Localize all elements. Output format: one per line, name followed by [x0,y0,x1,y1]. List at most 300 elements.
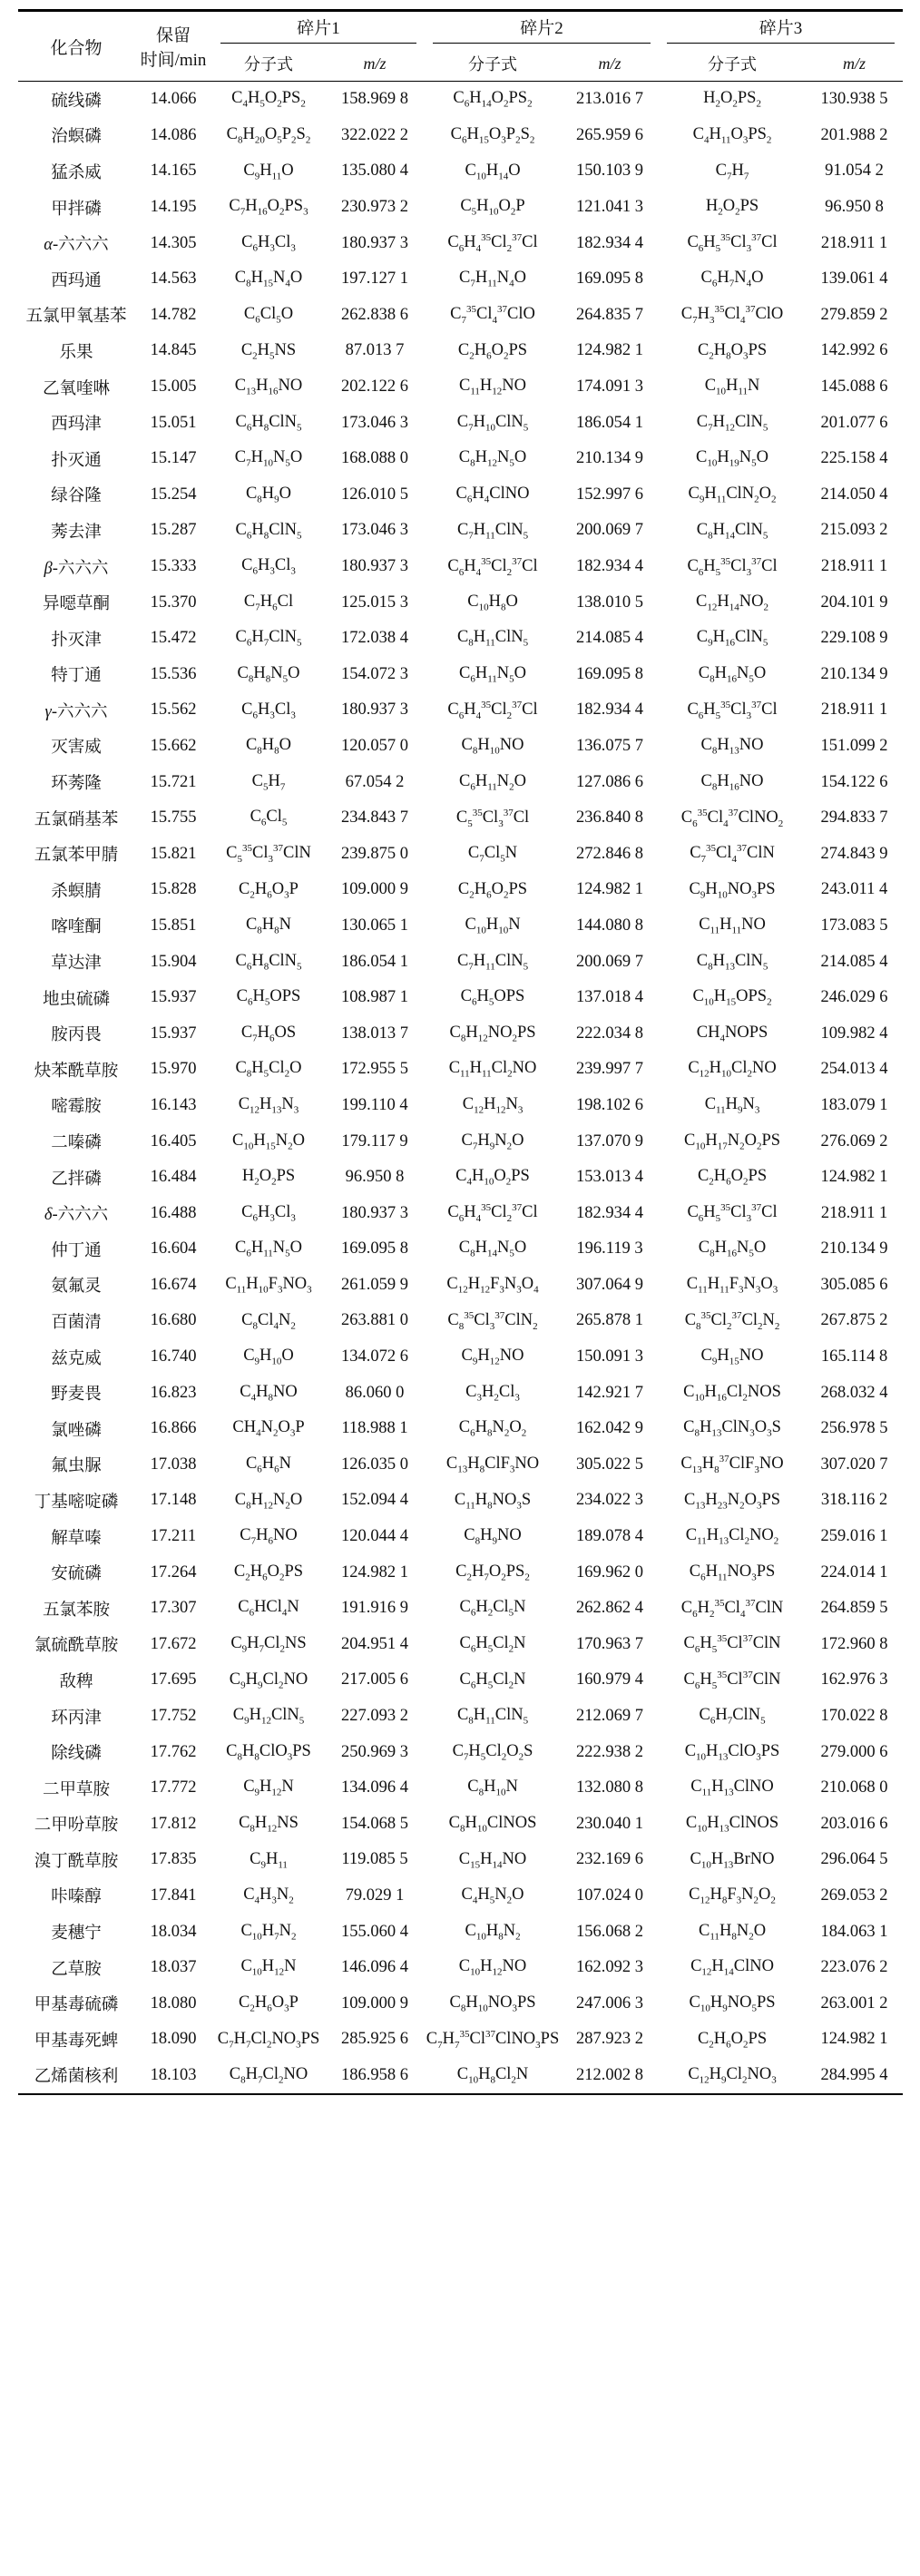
fragment1-formula: $CH_4N_2O_3P$ [232,1418,305,1440]
fragment3-mz: 154.122 6 [820,772,888,791]
fragment1-mz: 154.072 3 [341,664,408,683]
table-row [18,1268,903,1304]
retention-time: 16.604 [150,1239,197,1259]
fragment3-mz: 264.859 5 [820,1599,888,1618]
fragment2-mz: 156.068 2 [576,1922,644,1941]
fragment1-mz: 179.117 9 [341,1131,408,1151]
fragment1-formula: $H_2O_2PS$ [241,1167,296,1188]
fragment2-mz: 198.102 6 [576,1095,644,1114]
table-row [18,1627,903,1663]
fragment2-mz: 153.013 4 [576,1168,644,1187]
fragment2-formula: $C_6H_4^{35}Cl_2^{37}Cl$ [447,232,538,255]
fragment3-formula: $C_{11}H_{13}Cl_2NO_2$ [685,1526,779,1547]
compound-name: 五氯苯甲腈 [34,847,119,866]
fragment1-formula: $C_2H_5NS$ [240,340,297,362]
table-row [18,261,903,298]
fragment2-mz: 265.959 6 [576,125,644,144]
fragment3-formula: $C_7H_3^{35}Cl_4^{37}ClO$ [680,304,784,327]
fragment1-mz: 180.937 3 [341,233,408,252]
retention-time: 17.695 [150,1670,197,1690]
compound-name: 乐果 [59,343,93,362]
fragment2-mz: 144.080 8 [576,916,644,935]
fragment3-formula: $C_{10}H_{13}ClNOS$ [685,1813,779,1835]
fragment3-formula: C11H8N2O [699,1921,767,1943]
retention-time: 15.662 [150,736,197,755]
fragment1-formula: C2H6O3P [239,1993,299,2014]
fragment3-mz: 210.134 9 [820,664,888,683]
compound-name: 扑灭通 [51,451,102,470]
fragment1-formula: $C_8H_9O$ [245,484,292,505]
compound-name: 甲拌磷 [51,200,102,219]
fragment1-mz: 172.955 5 [341,1060,408,1079]
fragment2-formula: $C_5^{35}Cl_3^{37}Cl$ [455,807,530,829]
fragment2-formula: $C_{15}H_{14}NO$ [458,1849,527,1871]
fragment2-formula: $C_{11}H_8NO_3S$ [454,1490,532,1512]
fragment1-formula: $C_6H_3Cl_3$ [241,556,296,577]
table-row [18,1088,903,1124]
fragment3-mz: 184.063 1 [820,1922,888,1941]
fragment1-mz: 86.060 0 [345,1383,405,1402]
fragment1-mz: 79.029 1 [345,1885,405,1905]
compound-name: β-六六六 [44,559,109,578]
retention-time: 17.835 [150,1850,197,1869]
fragment1-formula: $C_9H_7Cl_2NS$ [230,1633,307,1655]
fragment2-mz: 196.119 3 [576,1239,643,1259]
fragment1-mz: 191.916 9 [341,1599,408,1618]
fragment2-mz: 138.010 5 [576,593,644,612]
table-row [18,908,903,945]
fragment3-mz: 276.069 2 [820,1131,888,1151]
compound-name: 绿谷隆 [51,487,102,506]
fragment2-formula: $C_{13}H_8ClF_3NO$ [445,1455,540,1475]
compound-name: 安硫磷 [51,1565,102,1584]
retention-time: 14.066 [150,90,197,109]
table-row [18,405,903,441]
fragment1-mz: 135.080 4 [341,162,408,181]
fragment1-formula: $C_9H_{10}O$ [243,1347,294,1367]
retention-time: 14.563 [150,269,197,289]
fragment3-mz: 91.054 2 [825,162,884,181]
fragment1-mz: 120.044 4 [341,1527,408,1546]
fragment2-formula: $C_6H_4ClNO$ [455,484,530,505]
compound-name: 二甲草胺 [42,1780,110,1799]
retention-time: 15.904 [150,952,197,971]
table-row [18,1914,903,1950]
fragment2-formula: $C_6H_2Cl_5N$ [459,1598,526,1620]
fragment3-formula: C10H9NO5PS [689,1993,776,2014]
fragment1-mz: 199.110 4 [341,1095,408,1114]
table-row [18,764,903,800]
fragment2-mz: 150.091 3 [576,1347,644,1366]
fragment2-formula: $C_7H_5Cl_2O_2S$ [452,1741,533,1763]
table-row [18,1734,903,1770]
compound-name: 胺丙畏 [51,1026,102,1045]
fragment3-formula: $C_8H_{13}NO$ [700,736,764,757]
fragment1-mz: 239.875 0 [341,844,408,863]
compound-name: 乙烯菌核利 [18,2058,134,2095]
fragment2-formula: $C_6H_5OPS$ [460,987,525,1008]
retention-time: 15.721 [150,772,197,791]
fragment3-formula: $C_8H_{16}N_5O$ [698,663,767,685]
table-row [18,2022,903,2058]
fragment-table [18,9,903,2095]
fragment2-mz: 200.069 7 [576,521,644,540]
table-row [18,513,903,549]
fragment2-formula: $C_7H_{11}ClN_5$ [456,951,529,973]
fragment3-formula: $C_6H_2^{35}Cl_4^{37}ClN$ [680,1597,784,1620]
fragment2-formula: $C_5H_{10}O_2P$ [460,197,525,218]
table-row [18,1554,903,1591]
retention-time: 15.005 [150,377,197,397]
table-row [18,621,903,657]
fragment2-formula: $C_8H_{14}N_5O$ [458,1239,527,1260]
fragment3-mz: 279.000 6 [820,1742,888,1761]
fragment1-formula: $C_6H_6N$ [245,1455,292,1475]
fragment2-formula: $C_6H_8N_2O_2$ [458,1418,527,1440]
fragment1-mz: 169.095 8 [341,1239,408,1259]
table-container [18,9,903,2095]
fragment1-formula: $C_9H_{12}ClN_5$ [232,1706,305,1727]
fragment3-formula: $C_{11}H_9N_3$ [704,1095,760,1116]
table-row [18,1015,903,1052]
fragment3-formula: $C_{10}H_{17}N_2O_2PS$ [684,1131,781,1152]
table-row [18,1231,903,1268]
compound-name: 治螟磷 [51,128,102,147]
fragment2-formula: $C_{12}H_{12}F_3N_3O_4$ [446,1275,539,1296]
fragment2-mz: 124.982 1 [576,880,644,899]
table-row [18,225,903,261]
header-mz-2: m/z [561,46,659,82]
fragment1-mz: 230.973 2 [341,198,408,217]
fragment3-mz: 218.911 1 [820,1203,888,1222]
fragment2-mz: 232.169 6 [576,1850,644,1869]
fragment3-mz: 223.076 2 [820,1958,888,1977]
fragment2-formula: $C_6H_4^{35}Cl_2^{37}Cl$ [447,699,538,721]
table-row [18,1985,903,2022]
fragment3-formula: $H_2O_2PS$ [705,197,759,218]
table-row [18,872,903,908]
fragment1-formula: $C_{11}H_{10}F_3NO_3$ [225,1275,312,1296]
retention-time: 14.305 [150,233,197,252]
fragment1-mz: 124.982 1 [341,1562,408,1582]
fragment1-formula: $C_2H_6O_3P$ [239,879,299,901]
compound-name: 乙氧喹啉 [42,379,110,398]
retention-time: 15.851 [150,916,197,935]
fragment3-mz: 279.859 2 [820,305,888,324]
fragment1-mz: 262.838 6 [341,305,408,324]
fragment1-mz: 180.937 3 [341,700,408,720]
compound-name: 敌稗 [59,1672,93,1691]
fragment1-mz: 285.925 6 [341,2030,408,2049]
retention-time: 18.034 [150,1922,197,1941]
fragment1-mz: 186.054 1 [341,952,408,971]
fragment3-formula: $C_{11}H_{11}NO$ [699,916,766,936]
fragment3-mz: 183.079 1 [820,1095,888,1114]
retention-time: 16.405 [150,1131,197,1151]
fragment3-mz: 218.911 1 [820,700,888,720]
table-row [18,980,903,1016]
compound-name: 杀螟腈 [51,882,102,901]
fragment2-formula: C10H12NO [458,1957,527,1979]
fragment3-mz: 224.014 1 [820,1562,888,1582]
fragment1-mz: 322.022 2 [341,125,408,144]
retention-time: 15.254 [150,485,197,504]
fragment1-formula: $C_6H_8ClN_5$ [235,412,302,434]
compound-name: 乙拌磷 [51,1170,102,1189]
retention-time: 16.674 [150,1275,197,1294]
fragment1-formula: $C_7H_6NO$ [240,1526,298,1547]
fragment3-mz: 214.050 4 [820,485,888,504]
fragment3-mz: 246.029 6 [820,988,888,1007]
table-row [18,1770,903,1807]
fragment3-mz: 173.083 5 [820,916,888,935]
fragment1-formula: $C_6H_3Cl_3$ [241,700,296,721]
fragment3-formula: $H_2O_2PS_2$ [703,89,761,111]
header-formula-3: 分子式 [659,46,806,82]
fragment1-mz: 158.969 8 [341,90,408,109]
fragment2-mz: 214.085 4 [576,629,644,648]
fragment1-mz: 204.951 4 [341,1634,408,1653]
fragment2-mz: 170.963 7 [576,1634,644,1653]
header-formula-2: 分子式 [425,46,561,82]
header-fragment3: 碎片3 [659,11,903,47]
fragment3-formula: $C_{10}H_{11}N$ [704,377,760,397]
fragment2-formula: $C_7H_{11}N_4O$ [458,269,527,290]
fragment3-formula: $C_8H_{16}N_5O$ [698,1239,767,1260]
fragment1-formula: $C_8H_8N$ [245,916,292,936]
fragment1-formula: $C_{12}H_{13}N_3$ [238,1095,299,1116]
retention-time: 15.051 [150,413,197,432]
fragment1-mz: 154.068 5 [341,1814,408,1833]
retention-time: 17.038 [150,1455,197,1474]
fragment3-mz: 201.077 6 [820,413,888,432]
retention-time: 17.812 [150,1814,197,1833]
fragment1-formula: $C_{10}H_{15}N_2O$ [232,1131,305,1152]
table-row [18,692,903,729]
compound-name: 仲丁通 [51,1241,102,1260]
fragment3-formula: $CH_4NOPS$ [696,1023,768,1044]
fragment2-mz: 236.840 8 [576,808,644,828]
fragment3-formula: $C_9H_{16}ClN_5$ [696,628,768,650]
fragment2-formula: $C_2H_6O_2PS$ [457,340,528,362]
fragment1-mz: 168.088 0 [341,449,408,468]
compound-name: 除线磷 [51,1745,102,1764]
table-row [18,1878,903,1915]
compound-name: 扑灭津 [51,631,102,650]
fragment3-formula: $C_6H_5^{35}Cl^{37}ClN$ [683,1633,781,1656]
fragment2-formula: $C_8^{35}Cl_3^{37}ClN_2$ [447,1310,538,1332]
fragment3-formula: $C_8H_{16}NO$ [700,771,764,793]
fragment2-mz: 160.979 4 [576,1670,644,1690]
compound-name: 丁基嘧啶磷 [34,1493,119,1512]
fragment1-mz: 87.013 7 [345,341,405,360]
fragment2-mz: 213.016 7 [576,90,644,109]
fragment2-formula: $C_6H_{15}O_3P_2S_2$ [450,125,535,146]
fragment3-mz: 210.134 9 [820,1239,888,1259]
header-mz-3: m/z [806,46,903,82]
fragment3-formula: $C_{10}H_{13}BrNO$ [690,1849,775,1871]
fragment3-mz: 305.085 6 [820,1275,888,1294]
fragment2-formula: $C_{10}H_8O$ [467,592,518,613]
fragment1-formula: $C_{13}H_{16}NO$ [234,377,303,397]
table-row [18,1375,903,1411]
fragment3-formula: $C_{12}H_{14}NO_2$ [696,592,768,613]
fragment2-formula: $C_7Cl_5N$ [467,843,518,865]
fragment2-mz: 212.069 7 [576,1707,644,1726]
fragment1-mz: 234.843 7 [341,808,408,828]
fragment2-formula: $C_{11}H_{12}NO$ [458,377,527,397]
retention-time: 14.086 [150,125,197,144]
fragment2-formula: $C_{12}H_{12}N_3$ [462,1095,524,1116]
fragment3-formula: $C_9H_{11}ClN_2O_2$ [688,484,777,505]
fragment2-formula: $C_{10}H_{10}N$ [465,916,521,936]
fragment1-mz: 155.060 4 [341,1922,408,1941]
compound-name: 莠去津 [51,523,102,542]
fragment1-formula: C7H7Cl2NO3PS [217,2029,320,2051]
compound-name: 百菌清 [51,1313,102,1332]
fragment2-mz: 127.086 6 [576,772,644,791]
fragment1-formula: $C_8H_5Cl_2O$ [235,1059,302,1081]
fragment2-formula: $C_{10}H_{14}O$ [465,161,521,182]
fragment3-mz: 274.843 9 [820,844,888,863]
compound-name: 溴丁酰草胺 [34,1852,119,1871]
retention-time: 15.937 [150,988,197,1007]
fragment2-formula: C10H8N2 [465,1921,521,1943]
fragment3-mz: 201.988 2 [820,125,888,144]
fragment2-formula: $C_6H_5Cl_2N$ [459,1670,526,1691]
fragment3-mz: 229.108 9 [820,629,888,648]
fragment3-formula: $C_{13}H_{23}N_2O_3PS$ [684,1490,781,1512]
fragment1-mz: 134.072 6 [341,1347,408,1366]
fragment1-formula: $C_9H_9Cl_2NO$ [229,1670,308,1691]
fragment3-formula: $C_7^{35}Cl_4^{37}ClN$ [690,843,775,866]
retention-time: 15.472 [150,629,197,648]
table-row [18,1662,903,1699]
fragment1-mz: 217.005 6 [341,1670,408,1690]
fragment2-mz: 174.091 3 [576,377,644,397]
fragment2-formula: $C_6H_{14}O_2PS_2$ [453,89,533,111]
fragment2-mz: 186.054 1 [576,413,644,432]
fragment3-mz: 96.950 8 [825,198,884,217]
fragment2-formula: $C_8H_9NO$ [464,1526,522,1547]
retention-time: 15.536 [150,664,197,683]
fragment2-formula: $C_{11}H_{11}Cl_2NO$ [448,1059,537,1081]
table-row [18,1303,903,1339]
retention-time: 18.037 [150,1958,197,1977]
fragment3-mz: 254.013 4 [820,1060,888,1079]
fragment1-formula: $C_9H_{12}N$ [243,1778,294,1799]
fragment1-formula: $C_6H_8ClN_5$ [235,951,302,973]
fragment1-mz: 261.059 9 [341,1275,408,1294]
fragment1-formula: $C_8H_{12}N_2O$ [234,1490,303,1512]
retention-time: 14.195 [150,198,197,217]
compound-name: 特丁通 [51,667,102,686]
fragment1-formula: $C_6H_5OPS$ [236,987,301,1008]
table-row [18,1195,903,1231]
compound-name: 喀喹酮 [51,918,102,937]
fragment2-formula: $C_8H_{12}N_5O$ [458,448,527,470]
fragment3-mz: 243.011 4 [820,880,888,899]
compound-name: 灭害威 [51,739,102,758]
fragment1-formula: $C_6H_3Cl_3$ [241,232,296,254]
fragment1-formula: $C_5^{35}Cl_3^{37}ClN$ [226,843,311,866]
fragment2-mz: 264.835 7 [576,305,644,324]
fragment1-formula: $C_8H_8ClO_3PS$ [226,1741,311,1763]
fragment3-formula: $C_{11}H_{11}F_3N_3O_3$ [686,1275,778,1296]
fragment3-mz: 162.976 3 [820,1670,888,1690]
compound-name: 甲基毒死蜱 [34,2032,119,2051]
fragment2-formula: $C_2H_7O_2PS_2$ [455,1562,530,1583]
compound-name: 甲基毒硫磷 [34,1996,119,2015]
fragment3-mz: 172.960 8 [820,1634,888,1653]
fragment2-mz: 124.982 1 [576,341,644,360]
fragment2-formula: $C_6H_{11}N_2O$ [458,771,527,793]
fragment2-formula: $C_8H_{10}N$ [467,1778,518,1799]
fragment1-mz: 126.035 0 [341,1455,408,1474]
compound-name: 解草嗪 [51,1529,102,1548]
fragment2-mz: 182.934 4 [576,233,644,252]
fragment2-formula: $C_4H_{10}O_2PS$ [455,1167,530,1188]
fragment1-formula: $C_4H_5O_2PS_2$ [231,89,306,111]
fragment2-formula: C7H735Cl37ClNO3PS [426,2028,560,2051]
fragment2-mz: 182.934 4 [576,557,644,576]
fragment2-formula: $C_7H_{10}ClN_5$ [456,412,529,434]
fragment2-mz: 287.923 2 [576,2030,644,2049]
fragment1-mz: 130.065 1 [341,916,408,935]
fragment2-mz: 137.070 9 [576,1131,644,1151]
compound-name: 氟虫脲 [51,1457,102,1476]
fragment3-formula: $C_8H_{13}ClN_5$ [696,951,768,973]
fragment2-mz: 239.997 7 [576,1060,644,1079]
retention-time: 17.211 [150,1527,197,1546]
fragment2-formula: $C_8H_{11}ClN_5$ [456,1706,529,1727]
fragment3-formula: $C_6H_5^{35}Cl_3^{37}Cl$ [687,232,778,255]
fragment2-mz: 182.934 4 [576,1203,644,1222]
header-formula-1: 分子式 [212,46,325,82]
compound-name: 咔嗪醇 [51,1888,102,1907]
table-row [18,82,903,118]
table-row [18,333,903,369]
table-row [18,1052,903,1088]
compound-name: 氯硫酰草胺 [34,1637,119,1656]
fragment2-formula: $C_9H_{12}NO$ [461,1347,524,1367]
fragment1-mz: 172.038 4 [341,629,408,648]
fragment1-mz: 108.987 1 [341,988,408,1007]
fragment2-formula: $C_7H_9N_2O$ [461,1131,524,1152]
fragment3-mz: 318.116 2 [820,1491,888,1510]
header-retention-line1: 保留 [155,26,191,45]
fragment3-mz: 218.911 1 [820,233,888,252]
fragment3-formula: $C_8H_{14}ClN_5$ [696,520,768,542]
compound-name: 五氯硝基苯 [34,810,119,829]
fragment3-formula: $C_6H_7ClN_5$ [699,1706,766,1727]
fragment2-formula: $C_6H_4^{35}Cl_2^{37}Cl$ [447,1202,538,1225]
fragment1-mz: 263.881 0 [341,1311,408,1330]
fragment3-mz: 151.099 2 [820,736,888,755]
retention-time: 15.755 [150,808,197,828]
fragment1-mz: 119.085 5 [341,1850,408,1869]
fragment2-mz: 212.002 8 [561,2058,659,2095]
fragment1-formula: $C_6HCl_4N$ [238,1598,299,1620]
table-row [18,1842,903,1878]
table-row [18,190,903,226]
compound-name: 地虫硫磷 [42,990,110,1009]
retention-time: 15.970 [150,1060,197,1079]
fragment1-formula: $C_7H_{16}O_2PS_3$ [229,197,308,218]
fragment3-mz: 267.875 2 [820,1311,888,1330]
fragment3-formula: $C_6H_5^{35}Cl_3^{37}Cl$ [687,1202,778,1225]
table-row [18,1591,903,1627]
